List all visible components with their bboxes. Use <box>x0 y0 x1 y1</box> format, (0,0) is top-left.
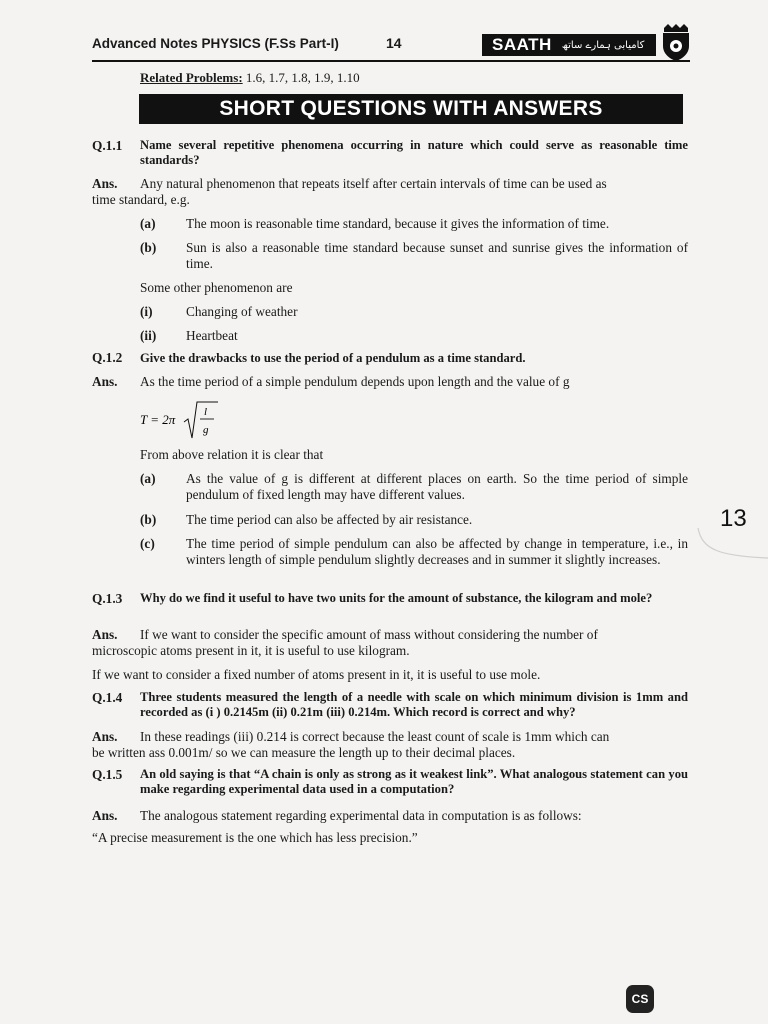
item-text: The moon is reasonable time standard, because it gives the information of time. <box>186 216 610 231</box>
item-label: (i) <box>140 304 153 319</box>
answer-text: As the time period of a simple pendulum depends upon length and the value of g <box>140 374 570 389</box>
item-label: (c) <box>140 536 155 551</box>
question-text: An old saying is that “A chain is only as strong as it weakest link”. What analogous statement can you make regarding experimental data used in a computation? <box>140 767 688 796</box>
related-problems-label: Related Problems: <box>140 70 243 85</box>
answer-text: “A precise measurement is the one which has less precision.” <box>92 830 418 845</box>
item-text: As the value of g is different at different places on earth. So the time period of simple pendulum of fixed length may have different values. <box>186 471 688 502</box>
related-problems <box>140 70 360 86</box>
question-text: Name several repetitive phenomena occurring in nature which could serve as reasonable time standards? <box>140 138 688 167</box>
item-text: Heartbeat <box>186 328 238 343</box>
page-number: 14 <box>386 35 402 51</box>
item-text: Changing of weather <box>186 304 298 319</box>
answer-text: be written ass 0.001m/ so we can measure the length up to their decimal places. <box>92 745 516 760</box>
item-label: (a) <box>140 216 156 231</box>
header-rule <box>92 60 690 62</box>
question-text: Why do we find it useful to have two units for the amount of substance, the kilogram and mole? <box>140 591 653 605</box>
answer-label: Ans. <box>92 176 118 191</box>
related-problems-value: 1.6, 1.7, 1.8, 1.9, 1.10 <box>242 70 360 85</box>
page-marker-curve <box>690 520 768 564</box>
section-banner: SHORT QUESTIONS WITH ANSWERS <box>139 94 683 124</box>
item-label: (ii) <box>140 328 157 343</box>
answer-text: In these readings (iii) 0.214 is correct because the least count of scale is 1mm which can <box>140 729 610 744</box>
answer-text: time standard, e.g. <box>92 192 190 207</box>
answer-text: If we want to consider a fixed number of atoms present in it, it is useful to use mole. <box>92 667 541 682</box>
pendulum-formula <box>140 398 220 442</box>
answer-label: Ans. <box>92 627 118 642</box>
page-marker[interactable]: 13 <box>720 505 747 532</box>
question-text: Give the drawbacks to use the period of a pendulum as a time standard. <box>140 351 526 365</box>
answer-label: Ans. <box>92 374 118 389</box>
brand-tagline: کامیابی ہمارے ساتھ <box>561 39 645 51</box>
formula-denominator: g <box>203 424 209 436</box>
formula-numerator: l <box>204 406 208 418</box>
camscanner-badge-icon[interactable]: CS <box>626 985 654 1013</box>
brand-banner <box>482 34 656 56</box>
answer-text: Any natural phenomenon that repeats itself after certain intervals of time can be used as <box>140 176 607 191</box>
question-text: Three students measured the length of a needle with scale on which minimum division is 1mm and recorded as (i ) 0.2145m (ii) 0.21m (iii) 0.214m. Which record is correct and why? <box>140 690 688 719</box>
question-number: Q.1.4 <box>92 690 123 705</box>
answer-text: microscopic atoms present in it, it is useful to use kilogram. <box>92 643 410 658</box>
brand-name: SAATH <box>492 35 552 54</box>
answer-text: Some other phenomenon are <box>140 280 293 295</box>
item-label: (b) <box>140 240 157 255</box>
question-number: Q.1.1 <box>92 138 123 153</box>
item-label: (a) <box>140 471 156 486</box>
answer-label: Ans. <box>92 808 118 823</box>
question-number: Q.1.5 <box>92 767 123 782</box>
answer-text: The analogous statement regarding experimental data in computation is as follows: <box>140 808 582 823</box>
shield-logo-icon <box>660 22 692 62</box>
question-number: Q.1.3 <box>92 591 123 606</box>
answer-text: From above relation it is clear that <box>140 447 324 462</box>
item-label: (b) <box>140 512 157 527</box>
answer-label: Ans. <box>92 729 118 744</box>
formula-lhs: T = 2π <box>140 412 176 427</box>
item-text: The time period can also be affected by air resistance. <box>186 512 473 527</box>
item-text: The time period of simple pendulum can also be affected by change in temperature, i.e., in winters length of simple pendulum slightly decreases and in summer it slightly increases. <box>186 536 688 567</box>
book-title: Advanced Notes PHYSICS (F.Ss Part-I) <box>92 36 339 51</box>
item-text: Sun is also a reasonable time standard because sunset and sunrise gives the information of time. <box>186 240 688 271</box>
answer-text: If we want to consider the specific amount of mass without considering the number of <box>140 627 598 642</box>
question-number: Q.1.2 <box>92 350 123 365</box>
